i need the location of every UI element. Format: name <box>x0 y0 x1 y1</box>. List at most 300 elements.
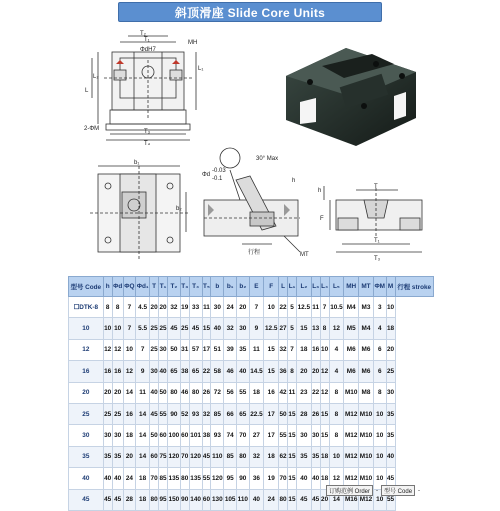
dim-label: MH <box>188 40 198 46</box>
dim-label: L₂ <box>93 74 99 80</box>
table-cell: 70 <box>180 446 189 467</box>
table-cell: 15 <box>202 318 211 339</box>
page-title: 斜顶滑座 Slide Core Units <box>118 2 382 22</box>
table-cell: 16 <box>311 339 320 360</box>
table-cell: 4 <box>329 339 344 360</box>
table-cell: 9 <box>249 318 264 339</box>
table-cell: 40 <box>249 489 264 510</box>
column-header: 型号 Code <box>69 277 104 297</box>
table-cell: 40 <box>311 468 320 489</box>
dim-label: T₃ <box>144 129 151 135</box>
table-cell: 26 <box>311 403 320 424</box>
table-cell: 20 <box>123 446 135 467</box>
column-header: ΦM <box>373 277 386 297</box>
table-cell: 18 <box>264 446 279 467</box>
table-cell: 39 <box>224 339 237 360</box>
table-cell: 8 <box>320 318 329 339</box>
dim-label: 30° Max <box>256 156 279 162</box>
table-cell: 27 <box>249 425 264 446</box>
table-cell: 10 <box>320 339 329 360</box>
table-cell: 20 <box>159 297 168 318</box>
table-cell: 11 <box>311 297 320 318</box>
table-cell: 35 <box>386 403 395 424</box>
table-cell: 24 <box>123 468 135 489</box>
table-cell: 35 <box>311 446 320 467</box>
plan-view-drawing <box>90 156 190 261</box>
table-cell: 25 <box>112 403 123 424</box>
table-cell: 45 <box>189 318 202 339</box>
table-cell: 7 <box>320 297 329 318</box>
table-cell: 22 <box>279 297 288 318</box>
table-cell: 20 <box>150 297 159 318</box>
table-cell: 18 <box>123 425 135 446</box>
table-cell: 5.5 <box>136 318 150 339</box>
table-cell: 20 <box>112 382 123 403</box>
table-cell: 18 <box>249 382 264 403</box>
table-cell: 25 <box>150 339 159 360</box>
table-cell: 4.5 <box>136 297 150 318</box>
table-cell: 12 <box>112 339 123 360</box>
dim-label: L <box>85 88 89 94</box>
table-cell: 62 <box>279 446 288 467</box>
table-cell: 13 <box>311 318 320 339</box>
column-header: MT <box>359 277 374 297</box>
table-cell: 14 <box>329 489 344 510</box>
table-cell: 5 <box>288 297 297 318</box>
table-cell: 20 <box>103 382 112 403</box>
table-cell: 8 <box>373 382 386 403</box>
table-cell: 93 <box>189 403 202 424</box>
table-cell: 90 <box>167 403 180 424</box>
dim-label: F <box>320 216 324 222</box>
dim-label: T₄ <box>144 141 151 145</box>
table-cell: 10 <box>373 425 386 446</box>
table-cell: 80 <box>279 489 288 510</box>
table-cell: 10 <box>373 403 386 424</box>
table-cell: 15 <box>288 489 297 510</box>
table-cell: M12 <box>344 403 359 424</box>
table-cell: 14 <box>136 403 150 424</box>
table-cell: M12 <box>344 425 359 446</box>
table-cell: 12.5 <box>296 297 311 318</box>
order-example <box>326 485 420 496</box>
table-cell: 20 <box>296 361 311 382</box>
dim-label: 2-ΦM <box>84 126 100 132</box>
table-cell: 17 <box>202 339 211 360</box>
table-cell: 8 <box>112 297 123 318</box>
column-header: T₅ <box>202 277 211 297</box>
table-cell: 12 <box>329 468 344 489</box>
table-cell: 32 <box>279 339 288 360</box>
table-cell: 50 <box>279 403 288 424</box>
table-cell: 32 <box>202 403 211 424</box>
table-cell: 17 <box>264 403 279 424</box>
table-cell: 130 <box>211 489 224 510</box>
table-cell: 45 <box>150 403 159 424</box>
table-cell: M6 <box>344 361 359 382</box>
table-cell: 40 <box>150 382 159 403</box>
table-cell: 55 <box>202 468 211 489</box>
column-header: F <box>264 277 279 297</box>
table-cell: 7 <box>288 339 297 360</box>
table-cell: 7 <box>136 339 150 360</box>
table-row <box>69 382 434 403</box>
table-cell: 9 <box>136 361 150 382</box>
table-row <box>69 446 434 467</box>
column-header: L₅ <box>329 277 344 297</box>
table-cell: 8 <box>103 297 112 318</box>
table-cell: M6 <box>359 339 374 360</box>
table-row <box>69 425 434 446</box>
table-cell: 40 <box>211 318 224 339</box>
table-cell: 30 <box>296 425 311 446</box>
model-code-cell: 25 <box>69 403 104 424</box>
table-cell: 15 <box>288 425 297 446</box>
separator: - <box>418 487 421 494</box>
model-code-cell: 35 <box>69 446 104 467</box>
table-cell: 35 <box>386 425 395 446</box>
table-cell: 7 <box>123 318 135 339</box>
side-view-drawing <box>318 180 428 262</box>
table-row <box>69 361 434 382</box>
table-cell: 10 <box>386 297 395 318</box>
table-cell: M10 <box>359 446 374 467</box>
table-row <box>69 297 434 318</box>
table-cell: 11 <box>202 297 211 318</box>
table-cell: 25 <box>180 318 189 339</box>
table-cell: 36 <box>249 468 264 489</box>
table-cell: 70 <box>150 468 159 489</box>
table-cell: 6 <box>373 361 386 382</box>
table-cell: 19 <box>264 468 279 489</box>
table-cell: 22 <box>202 361 211 382</box>
table-cell: 14.5 <box>249 361 264 382</box>
table-cell: 30 <box>311 425 320 446</box>
table-cell: 30 <box>150 361 159 382</box>
table-cell: 45 <box>386 468 395 489</box>
table-cell: 15 <box>264 361 279 382</box>
table-cell: 5 <box>288 318 297 339</box>
column-header: Φd₁ <box>136 277 150 297</box>
dim-label: -0.1 <box>212 176 223 182</box>
table-cell: M8 <box>359 382 374 403</box>
table-cell: M4 <box>344 297 359 318</box>
table-cell: 4 <box>329 361 344 382</box>
table-cell: 57 <box>189 339 202 360</box>
table-cell: 20 <box>237 297 249 318</box>
column-header: L₄ <box>320 277 329 297</box>
table-cell: 46 <box>180 382 189 403</box>
table-cell: 14 <box>136 425 150 446</box>
table-cell: 70 <box>279 468 288 489</box>
table-cell: 27 <box>279 318 288 339</box>
table-cell: 101 <box>189 425 202 446</box>
table-cell: 12 <box>329 318 344 339</box>
table-cell: 140 <box>189 489 202 510</box>
table-cell: 95 <box>159 489 168 510</box>
table-cell: 18 <box>296 339 311 360</box>
dim-label: Φd <box>202 172 211 178</box>
separator: - <box>376 487 379 494</box>
table-cell: 28 <box>123 489 135 510</box>
product-photo <box>276 36 426 148</box>
table-cell: 8 <box>288 361 297 382</box>
table-cell: 12 <box>320 361 329 382</box>
table-cell: 46 <box>224 361 237 382</box>
dim-label: T₃ <box>374 256 381 262</box>
table-cell: 50 <box>150 425 159 446</box>
table-cell: 10 <box>373 489 386 510</box>
table-cell: 45 <box>296 489 311 510</box>
table-cell: 32 <box>224 318 237 339</box>
table-cell: 110 <box>211 446 224 467</box>
table-cell: 85 <box>224 446 237 467</box>
table-cell: 40 <box>386 446 395 467</box>
table-cell: 26 <box>202 382 211 403</box>
table-cell: 28 <box>296 403 311 424</box>
table-cell: 16 <box>112 361 123 382</box>
table-cell: 75 <box>159 446 168 467</box>
table-cell: 35 <box>296 446 311 467</box>
table-cell: 18 <box>320 446 329 467</box>
table-cell: M6 <box>344 339 359 360</box>
table-cell: 100 <box>167 425 180 446</box>
table-cell: 6 <box>373 339 386 360</box>
column-header: T <box>150 277 159 297</box>
table-cell: 55 <box>279 425 288 446</box>
table-cell: 30 <box>103 425 112 446</box>
model-code-cell: 30 <box>69 425 104 446</box>
table-cell: 10 <box>329 446 344 467</box>
table-cell: 24 <box>264 489 279 510</box>
table-cell: 10 <box>373 446 386 467</box>
column-header: L₂ <box>296 277 311 297</box>
table-cell: 10.5 <box>329 297 344 318</box>
code-label: 型号 Code <box>381 485 415 496</box>
column-header: L <box>279 277 288 297</box>
table-cell: 45 <box>311 489 320 510</box>
column-header: Φd <box>112 277 123 297</box>
column-header: b <box>211 277 224 297</box>
table-row <box>69 403 434 424</box>
table-cell: 80 <box>167 382 180 403</box>
table-cell: 15 <box>296 318 311 339</box>
table-cell: 135 <box>167 468 180 489</box>
table-cell: 11 <box>249 339 264 360</box>
table-cell: 60 <box>202 489 211 510</box>
table-cell: 16 <box>103 361 112 382</box>
model-code-cell: 12 <box>69 339 104 360</box>
table-cell: 110 <box>237 489 249 510</box>
table-cell: 80 <box>180 468 189 489</box>
column-header: E <box>249 277 264 297</box>
table-cell: 20 <box>320 489 329 510</box>
table-cell: 30 <box>211 297 224 318</box>
table-cell: 7 <box>249 297 264 318</box>
table-cell: 42 <box>279 382 288 403</box>
table-cell: 93 <box>211 425 224 446</box>
table-cell: 20 <box>311 361 320 382</box>
table-cell: 10 <box>373 468 386 489</box>
table-cell: 85 <box>159 468 168 489</box>
table-cell: 30 <box>386 382 395 403</box>
table-cell: 40 <box>112 468 123 489</box>
table-cell: 90 <box>237 468 249 489</box>
table-cell: 17 <box>264 425 279 446</box>
column-header: ΦQ <box>123 277 135 297</box>
table-cell: 18 <box>136 468 150 489</box>
table-cell: M10 <box>359 468 374 489</box>
table-cell: 65 <box>189 361 202 382</box>
spec-table <box>68 276 434 511</box>
column-header: L₁ <box>288 277 297 297</box>
table-cell: 18 <box>136 489 150 510</box>
table-cell: 22.5 <box>249 403 264 424</box>
table-cell: 38 <box>180 361 189 382</box>
table-cell: 30 <box>159 339 168 360</box>
table-cell: 45 <box>202 446 211 467</box>
table-cell: 90 <box>180 489 189 510</box>
table-cell: 16 <box>264 382 279 403</box>
table-cell: 15 <box>288 403 297 424</box>
table-cell: 45 <box>103 489 112 510</box>
table-cell: 10 <box>264 297 279 318</box>
table-cell: 11 <box>288 382 297 403</box>
model-code-cell: ☐DTK-8 <box>69 297 104 318</box>
table-cell: 135 <box>189 468 202 489</box>
table-cell: 120 <box>211 468 224 489</box>
table-cell: 22 <box>311 382 320 403</box>
column-header: b₂ <box>237 277 249 297</box>
table-cell: 95 <box>224 468 237 489</box>
table-cell: 120 <box>189 446 202 467</box>
table-cell: 72 <box>211 382 224 403</box>
table-cell: 65 <box>237 403 249 424</box>
table-header-row <box>69 277 434 297</box>
dim-label: b₁ <box>134 160 140 166</box>
table-cell: 18 <box>386 318 395 339</box>
table-cell: 8 <box>329 425 344 446</box>
table-cell: 55 <box>237 382 249 403</box>
table-cell: 35 <box>237 339 249 360</box>
table-cell: M12 <box>344 468 359 489</box>
column-header: T₂ <box>167 277 180 297</box>
table-cell: 12 <box>103 339 112 360</box>
table-cell: 45 <box>112 489 123 510</box>
table-cell: 56 <box>224 382 237 403</box>
table-cell: M10 <box>344 382 359 403</box>
dim-label: MT <box>300 252 309 258</box>
table-cell: 60 <box>150 446 159 467</box>
table-cell: 65 <box>167 361 180 382</box>
column-header: MH <box>344 277 359 297</box>
top-view-drawing <box>84 30 214 145</box>
table-cell: 80 <box>237 446 249 467</box>
table-cell: 12.5 <box>264 318 279 339</box>
column-header: b₁ <box>224 277 237 297</box>
table-cell: 15 <box>320 425 329 446</box>
table-cell: 15 <box>264 339 279 360</box>
column-header: 行程 stroke <box>395 277 434 297</box>
column-header: h <box>103 277 112 297</box>
table-cell: 52 <box>180 403 189 424</box>
table-cell: 51 <box>211 339 224 360</box>
table-cell: M12 <box>359 489 374 510</box>
table-cell: 50 <box>159 382 168 403</box>
dim-label: b₂ <box>176 206 182 212</box>
table-cell: 120 <box>167 446 180 467</box>
dim-label: h <box>292 178 296 184</box>
model-code-cell: 40 <box>69 468 104 489</box>
table-cell: 15 <box>288 468 297 489</box>
table-cell: 15 <box>288 446 297 467</box>
table-cell: M6 <box>359 361 374 382</box>
column-header: T₁ <box>159 277 168 297</box>
table-cell: 25 <box>159 318 168 339</box>
table-cell: 50 <box>167 339 180 360</box>
table-cell: 55 <box>159 403 168 424</box>
order-label: 订购范例 Order <box>326 485 373 496</box>
table-cell: 11 <box>136 382 150 403</box>
table-cell: 3 <box>373 297 386 318</box>
dim-label: L₁ <box>198 66 204 72</box>
table-cell: 35 <box>112 446 123 467</box>
table-body <box>69 297 434 511</box>
table-cell: M12 <box>344 446 359 467</box>
section-view-drawing <box>200 140 310 260</box>
table-cell: M5 <box>344 318 359 339</box>
dim-label: ΦdH7 <box>140 47 156 53</box>
table-cell: 30 <box>112 425 123 446</box>
model-code-cell: 20 <box>69 382 104 403</box>
table-cell: M10 <box>359 425 374 446</box>
model-code-cell: 45 <box>69 489 104 510</box>
table-cell: 105 <box>224 489 237 510</box>
table-cell: 14 <box>123 382 135 403</box>
table-cell: 16 <box>123 403 135 424</box>
model-code-cell: 16 <box>69 361 104 382</box>
table-cell: 150 <box>167 489 180 510</box>
table-cell: 40 <box>237 361 249 382</box>
table-cell: 25 <box>150 318 159 339</box>
dim-label: T₂ <box>140 31 146 37</box>
dim-label: -0.03 <box>212 168 226 174</box>
table-cell: 14 <box>136 446 150 467</box>
table-cell: 19 <box>180 297 189 318</box>
table-cell: 8 <box>329 382 344 403</box>
table-cell: 12 <box>123 361 135 382</box>
table-cell: M16 <box>344 489 359 510</box>
table-cell: 80 <box>189 382 202 403</box>
table-cell: 32 <box>167 297 180 318</box>
table-cell: 12 <box>320 382 329 403</box>
table-cell: 74 <box>224 425 237 446</box>
table-cell: 60 <box>159 425 168 446</box>
table-cell: 10 <box>103 318 112 339</box>
table-cell: 80 <box>150 489 159 510</box>
table-cell: 8 <box>329 403 344 424</box>
table-cell: 25 <box>386 361 395 382</box>
model-code-cell: 10 <box>69 318 104 339</box>
table-cell: 66 <box>224 403 237 424</box>
table-cell: 40 <box>103 468 112 489</box>
table-row <box>69 339 434 360</box>
dim-label: 行程 <box>248 250 261 256</box>
table-cell: 33 <box>189 297 202 318</box>
dim-label: T₁ <box>374 238 380 244</box>
table-cell: 40 <box>296 468 311 489</box>
table-cell: 45 <box>167 318 180 339</box>
